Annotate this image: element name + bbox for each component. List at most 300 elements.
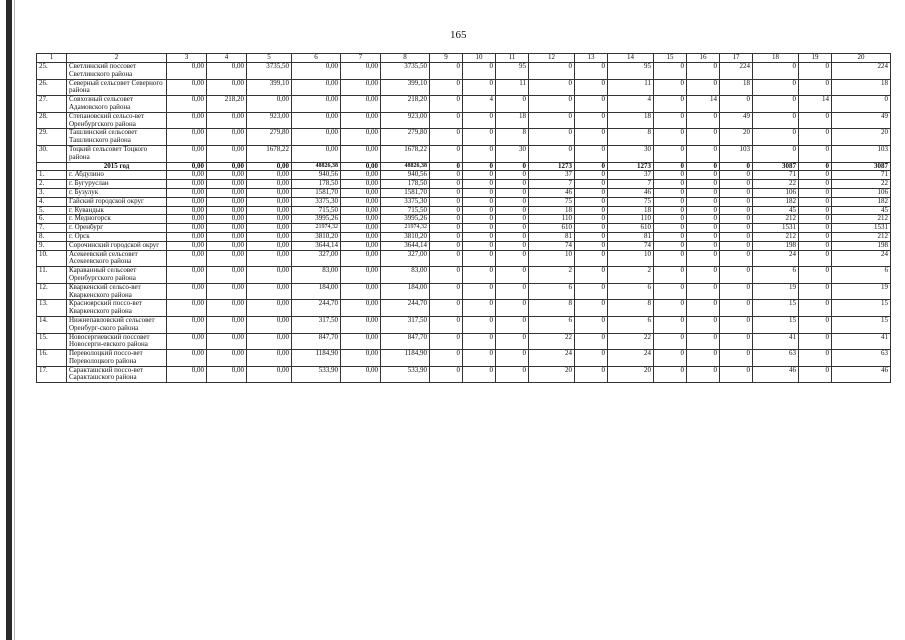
value-cell: 0 [575, 171, 608, 180]
municipality-name: Ташлинский сельсовет Ташлинского района [67, 129, 167, 146]
value-cell: 327,00 [292, 250, 341, 267]
value-cell: 15 [832, 300, 891, 317]
scan-edge-bar [6, 0, 12, 640]
value-cell: 75 [608, 197, 654, 206]
value-cell: 0,00 [207, 333, 247, 350]
value-cell: 0 [720, 333, 753, 350]
value-cell: 6 [529, 283, 575, 300]
value-cell: 30 [496, 145, 529, 162]
value-cell: 0 [720, 180, 753, 189]
value-cell: 106 [832, 188, 891, 197]
value-cell: 0 [799, 180, 832, 189]
header-cell: 1 [37, 54, 67, 63]
value-cell: 0 [430, 366, 463, 383]
value-cell: 11 [496, 79, 529, 96]
value-cell: 0 [430, 112, 463, 129]
value-cell: 3810,20 [381, 232, 430, 241]
value-cell: 0 [654, 112, 687, 129]
value-cell: 0 [496, 180, 529, 189]
value-cell: 0,00 [167, 188, 207, 197]
value-cell: 10 [529, 250, 575, 267]
row-number: 30. [37, 145, 67, 162]
municipality-name: Тоцкий сельсовет Тоцкого района [67, 145, 167, 162]
value-cell: 0 [529, 63, 575, 80]
value-cell: 0,00 [292, 63, 341, 80]
value-cell: 847,70 [292, 333, 341, 350]
value-cell: 198 [832, 241, 891, 250]
value-cell: 212 [832, 232, 891, 241]
value-cell: 0 [799, 232, 832, 241]
value-cell: 0 [687, 63, 720, 80]
value-cell: 0,00 [247, 224, 292, 233]
value-cell: 6 [753, 267, 799, 284]
value-cell: 81 [608, 232, 654, 241]
value-cell: 0 [430, 162, 463, 171]
value-cell: 0 [529, 79, 575, 96]
value-cell: 0 [496, 267, 529, 284]
value-cell: 0 [463, 232, 496, 241]
value-cell: 45 [832, 206, 891, 215]
value-cell: 0 [753, 129, 799, 146]
value-cell: 0 [496, 232, 529, 241]
value-cell: 22 [608, 333, 654, 350]
value-cell: 0 [687, 145, 720, 162]
value-cell: 0 [463, 197, 496, 206]
value-cell: 10 [608, 250, 654, 267]
value-cell: 0 [463, 63, 496, 80]
municipality-name: Совхозный сельсовет Адамовского района [67, 96, 167, 113]
value-cell: 0,00 [247, 241, 292, 250]
row-number: 6. [37, 215, 67, 224]
value-cell: 0 [720, 316, 753, 333]
value-cell: 24 [529, 350, 575, 367]
value-cell: 19 [832, 283, 891, 300]
value-cell: 1273 [608, 162, 654, 171]
value-cell: 0,00 [167, 79, 207, 96]
value-cell: 0 [430, 333, 463, 350]
value-cell: 0 [720, 171, 753, 180]
data-table [36, 53, 891, 383]
value-cell: 0,00 [207, 232, 247, 241]
municipality-name: г. Оренбург [67, 224, 167, 233]
value-cell: 610 [608, 224, 654, 233]
value-cell: 0 [654, 224, 687, 233]
value-cell: 18 [608, 206, 654, 215]
header-cell: 18 [753, 54, 799, 63]
value-cell: 715,50 [381, 206, 430, 215]
value-cell: 0 [687, 197, 720, 206]
value-cell: 0,00 [341, 197, 381, 206]
value-cell: 0 [720, 224, 753, 233]
municipality-name: г. Орск [67, 232, 167, 241]
value-cell: 75 [529, 197, 575, 206]
value-cell: 6 [832, 267, 891, 284]
value-cell: 0 [575, 112, 608, 129]
value-cell: 0 [687, 283, 720, 300]
header-cell: 5 [247, 54, 292, 63]
value-cell: 46 [753, 366, 799, 383]
row-number: 25. [37, 63, 67, 80]
value-cell: 0 [430, 145, 463, 162]
value-cell: 0,00 [341, 283, 381, 300]
value-cell: 0 [496, 366, 529, 383]
value-cell: 244,70 [381, 300, 430, 317]
table-row [37, 145, 891, 162]
municipality-name: 2015 год [67, 162, 167, 171]
value-cell: 0 [720, 300, 753, 317]
value-cell: 0 [430, 79, 463, 96]
value-cell: 0 [529, 145, 575, 162]
value-cell: 4 [608, 96, 654, 113]
value-cell: 0 [463, 250, 496, 267]
value-cell: 0 [575, 188, 608, 197]
value-cell: 0 [463, 171, 496, 180]
value-cell: 212 [753, 215, 799, 224]
value-cell: 0 [430, 241, 463, 250]
table-row [37, 129, 891, 146]
value-cell: 0 [654, 300, 687, 317]
value-cell: 0,00 [167, 350, 207, 367]
value-cell: 103 [720, 145, 753, 162]
table-row [37, 197, 891, 206]
value-cell: 0,00 [341, 267, 381, 284]
value-cell: 0,00 [292, 112, 341, 129]
value-cell: 0,00 [207, 366, 247, 383]
value-cell: 0,00 [341, 180, 381, 189]
header-cell: 17 [720, 54, 753, 63]
value-cell: 0,00 [341, 79, 381, 96]
value-cell: 0 [799, 188, 832, 197]
value-cell: 0,00 [167, 96, 207, 113]
value-cell: 0 [496, 316, 529, 333]
value-cell: 19 [753, 283, 799, 300]
value-cell: 923,00 [381, 112, 430, 129]
value-cell: 8 [608, 300, 654, 317]
value-cell: 0 [430, 232, 463, 241]
value-cell: 0 [799, 350, 832, 367]
value-cell: 8 [496, 129, 529, 146]
header-cell: 19 [799, 54, 832, 63]
value-cell: 0 [463, 215, 496, 224]
table-row [37, 232, 891, 241]
value-cell: 110 [608, 215, 654, 224]
value-cell: 0,00 [207, 145, 247, 162]
value-cell: 0 [720, 215, 753, 224]
value-cell: 212 [753, 232, 799, 241]
value-cell: 0,00 [207, 112, 247, 129]
value-cell: 0,00 [167, 129, 207, 146]
value-cell: 0 [575, 366, 608, 383]
value-cell: 0 [463, 366, 496, 383]
value-cell: 0 [654, 63, 687, 80]
value-cell: 0,00 [292, 79, 341, 96]
value-cell: 0 [799, 79, 832, 96]
value-cell: 0,00 [207, 215, 247, 224]
value-cell: 399,10 [247, 79, 292, 96]
value-cell: 533,90 [292, 366, 341, 383]
value-cell: 1273 [529, 162, 575, 171]
municipality-name: Переволоцкий поссо-вет Переволоцкого района [67, 350, 167, 367]
value-cell: 0 [654, 79, 687, 96]
value-cell: 0 [799, 241, 832, 250]
header-cell: 8 [381, 54, 430, 63]
value-cell: 715,50 [292, 206, 341, 215]
value-cell: 0 [463, 316, 496, 333]
value-cell: 0,00 [247, 180, 292, 189]
value-cell: 0,00 [167, 180, 207, 189]
value-cell: 0 [654, 366, 687, 383]
value-cell: 0 [687, 267, 720, 284]
value-cell: 0 [687, 129, 720, 146]
value-cell: 0 [687, 232, 720, 241]
value-cell: 0 [430, 96, 463, 113]
value-cell: 0 [496, 300, 529, 317]
value-cell: 0 [575, 250, 608, 267]
value-cell: 49 [720, 112, 753, 129]
row-number: 1. [37, 171, 67, 180]
value-cell: 0,00 [247, 283, 292, 300]
header-cell: 20 [832, 54, 891, 63]
value-cell: 1531 [753, 224, 799, 233]
value-cell: 0 [430, 188, 463, 197]
value-cell: 0 [687, 224, 720, 233]
value-cell: 0,00 [167, 206, 207, 215]
value-cell: 0 [687, 180, 720, 189]
header-cell: 4 [207, 54, 247, 63]
value-cell: 0,00 [207, 316, 247, 333]
value-cell: 63 [753, 350, 799, 367]
value-cell: 0 [496, 197, 529, 206]
value-cell: 0,00 [341, 333, 381, 350]
value-cell: 0,00 [292, 96, 341, 113]
value-cell: 3375,30 [381, 197, 430, 206]
value-cell: 0 [529, 112, 575, 129]
row-number: 26. [37, 79, 67, 96]
value-cell: 41 [753, 333, 799, 350]
table-row [37, 112, 891, 129]
value-cell: 923,00 [247, 112, 292, 129]
value-cell: 0,00 [167, 250, 207, 267]
header-cell: 2 [67, 54, 167, 63]
value-cell: 0,00 [247, 96, 292, 113]
value-cell: 0 [496, 333, 529, 350]
value-cell: 48826,38 [292, 162, 341, 171]
value-cell: 0,00 [207, 241, 247, 250]
table-row [37, 267, 891, 284]
value-cell: 3087 [832, 162, 891, 171]
value-cell: 0,00 [167, 316, 207, 333]
row-number: 11. [37, 267, 67, 284]
table-row [37, 79, 891, 96]
value-cell: 37 [608, 171, 654, 180]
value-cell: 0 [496, 188, 529, 197]
value-cell: 0,00 [167, 224, 207, 233]
value-cell: 279,80 [381, 129, 430, 146]
value-cell: 46 [832, 366, 891, 383]
value-cell: 399,10 [381, 79, 430, 96]
row-number: 10. [37, 250, 67, 267]
value-cell: 0,00 [167, 232, 207, 241]
value-cell: 0,00 [341, 188, 381, 197]
value-cell: 0 [654, 206, 687, 215]
header-cell: 12 [529, 54, 575, 63]
value-cell: 184,00 [292, 283, 341, 300]
municipality-name: г. Бугуруслан [67, 180, 167, 189]
value-cell: 71 [832, 171, 891, 180]
value-cell: 0,00 [341, 63, 381, 80]
value-cell: 0,00 [167, 267, 207, 284]
value-cell: 0,00 [247, 188, 292, 197]
value-cell: 0 [799, 300, 832, 317]
value-cell: 0 [575, 63, 608, 80]
value-cell: 0 [720, 197, 753, 206]
scan-edge-line [14, 0, 15, 640]
value-cell: 0 [687, 112, 720, 129]
header-cell: 7 [341, 54, 381, 63]
value-cell: 48826,38 [381, 162, 430, 171]
value-cell: 0 [463, 267, 496, 284]
row-number: 12. [37, 283, 67, 300]
value-cell: 0 [687, 350, 720, 367]
value-cell: 0 [575, 224, 608, 233]
value-cell: 63 [832, 350, 891, 367]
value-cell: 0 [575, 283, 608, 300]
value-cell: 46 [608, 188, 654, 197]
value-cell: 0 [430, 180, 463, 189]
value-cell: 317,50 [292, 316, 341, 333]
value-cell: 18 [832, 79, 891, 96]
value-cell: 20 [529, 366, 575, 383]
value-cell: 0 [430, 283, 463, 300]
value-cell: 0 [430, 267, 463, 284]
value-cell: 0 [496, 96, 529, 113]
value-cell: 0 [799, 215, 832, 224]
value-cell: 110 [529, 215, 575, 224]
row-number: 15. [37, 333, 67, 350]
value-cell: 0 [720, 96, 753, 113]
value-cell: 0 [463, 300, 496, 317]
value-cell: 0,00 [341, 241, 381, 250]
table-row [37, 316, 891, 333]
value-cell: 0 [463, 180, 496, 189]
value-cell: 0,00 [247, 300, 292, 317]
table-row [37, 300, 891, 317]
value-cell: 0 [654, 162, 687, 171]
value-cell: 0 [575, 232, 608, 241]
header-row [37, 54, 891, 63]
value-cell: 0 [687, 162, 720, 171]
value-cell: 14 [687, 96, 720, 113]
value-cell: 7 [529, 180, 575, 189]
value-cell: 0,00 [167, 171, 207, 180]
row-number: 27. [37, 96, 67, 113]
value-cell: 0 [687, 171, 720, 180]
value-cell: 0 [575, 206, 608, 215]
value-cell: 15 [753, 316, 799, 333]
value-cell: 0 [799, 112, 832, 129]
value-cell: 3644,14 [292, 241, 341, 250]
value-cell: 3810,20 [292, 232, 341, 241]
value-cell: 0,00 [207, 350, 247, 367]
value-cell: 0 [687, 366, 720, 383]
value-cell: 0,00 [207, 129, 247, 146]
table-row [37, 171, 891, 180]
value-cell: 0,00 [207, 162, 247, 171]
value-cell: 0 [496, 162, 529, 171]
value-cell: 0 [463, 350, 496, 367]
value-cell: 0,00 [341, 366, 381, 383]
value-cell: 0 [496, 215, 529, 224]
value-cell: 0 [799, 206, 832, 215]
municipality-name: г. Абдулино [67, 171, 167, 180]
value-cell: 15 [753, 300, 799, 317]
value-cell: 0 [687, 188, 720, 197]
value-cell: 0 [575, 316, 608, 333]
value-cell: 0 [463, 333, 496, 350]
value-cell: 1531 [832, 224, 891, 233]
value-cell: 317,50 [381, 316, 430, 333]
value-cell: 0 [720, 206, 753, 215]
value-cell: 0 [430, 250, 463, 267]
row-number: 9. [37, 241, 67, 250]
value-cell: 3375,30 [292, 197, 341, 206]
row-number: 17. [37, 366, 67, 383]
value-cell: 21974,32 [292, 224, 341, 233]
value-cell: 0,00 [341, 316, 381, 333]
value-cell: 0 [430, 316, 463, 333]
value-cell: 0 [799, 224, 832, 233]
value-cell: 0 [799, 250, 832, 267]
value-cell: 37 [529, 171, 575, 180]
municipality-name: Караванный сельсовет Оренбургского района [67, 267, 167, 284]
value-cell: 178,50 [381, 180, 430, 189]
header-cell: 3 [167, 54, 207, 63]
value-cell: 0 [463, 79, 496, 96]
row-number: 7. [37, 224, 67, 233]
value-cell: 0,00 [247, 162, 292, 171]
value-cell: 0 [430, 215, 463, 224]
value-cell: 22 [832, 180, 891, 189]
value-cell: 0,00 [341, 300, 381, 317]
municipality-name: Саракташский поссо-вет Саракташского района [67, 366, 167, 383]
value-cell: 20 [608, 366, 654, 383]
value-cell: 0,00 [167, 366, 207, 383]
value-cell: 0 [463, 129, 496, 146]
value-cell: 0 [799, 333, 832, 350]
value-cell: 0 [654, 96, 687, 113]
value-cell: 41 [832, 333, 891, 350]
value-cell: 0 [720, 283, 753, 300]
value-cell: 0 [430, 129, 463, 146]
value-cell: 0 [720, 267, 753, 284]
value-cell: 3087 [753, 162, 799, 171]
value-cell: 0 [654, 283, 687, 300]
value-cell: 0 [430, 300, 463, 317]
value-cell: 847,70 [381, 333, 430, 350]
value-cell: 0 [720, 366, 753, 383]
value-cell: 0,00 [341, 350, 381, 367]
table-row [37, 250, 891, 267]
value-cell: 18 [720, 79, 753, 96]
value-cell: 1678,22 [247, 145, 292, 162]
value-cell: 0,00 [167, 283, 207, 300]
header-cell: 10 [463, 54, 496, 63]
value-cell: 940,56 [381, 171, 430, 180]
value-cell: 533,90 [381, 366, 430, 383]
value-cell: 0,00 [247, 232, 292, 241]
value-cell: 3735,50 [381, 63, 430, 80]
value-cell: 327,00 [381, 250, 430, 267]
